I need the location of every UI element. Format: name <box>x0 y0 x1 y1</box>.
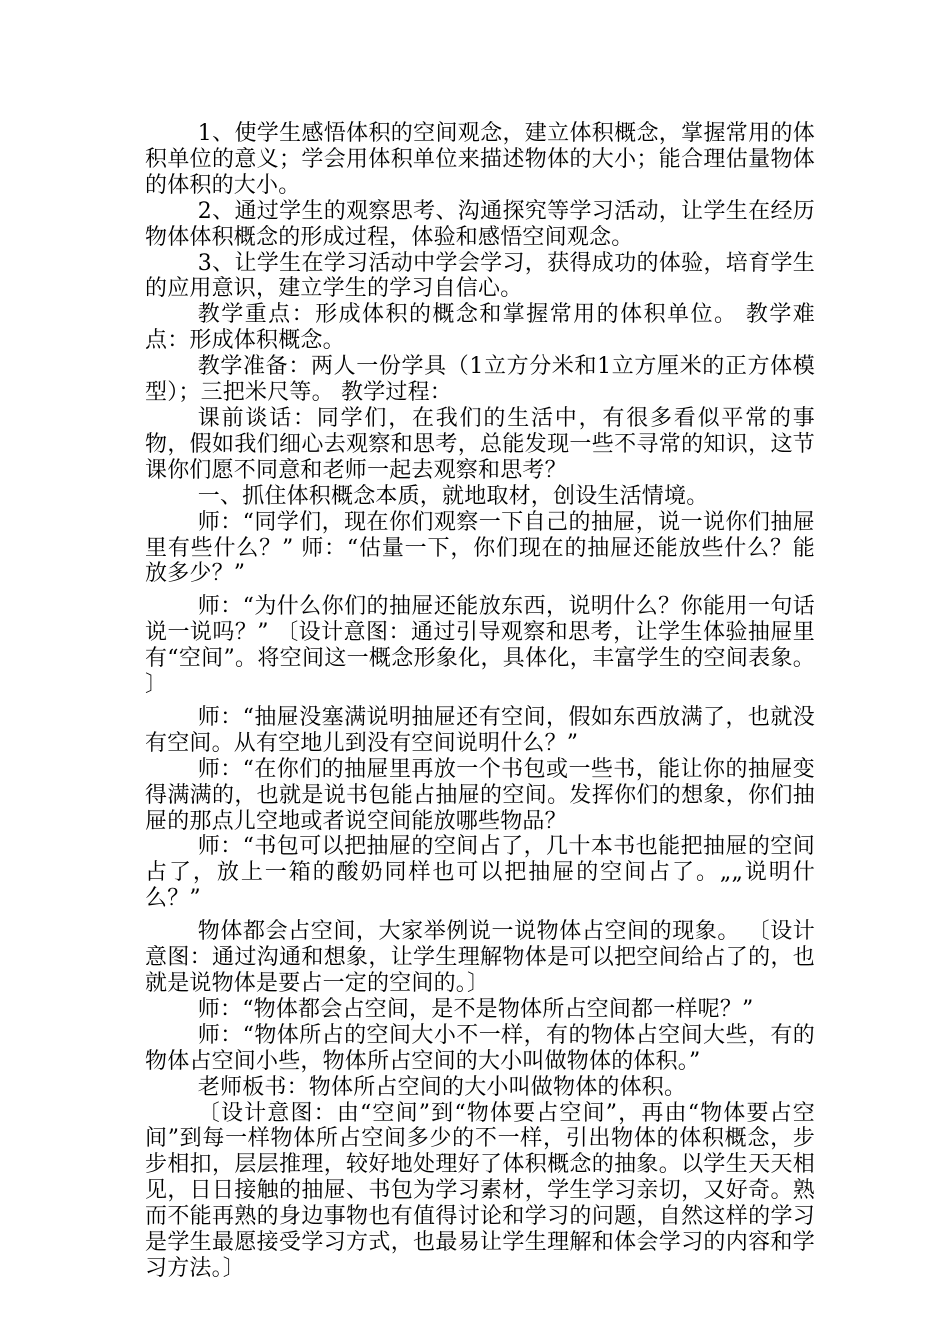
paragraph-pre-class-talk: 课前谈话：同学们，在我们的生活中，有很多看似平常的事物，假如我们细心去观察和思考，总能发现一些不寻常的知识，这节课你们愿不同意和老师一起去观察和思考？ <box>145 405 815 483</box>
paragraph-objective-1: 1、使学生感悟体积的空间观念，建立体积概念，掌握常用的体积单位的意义；学会用体积单位来描述物体的大小；能合理估量物体的体积的大小。 <box>145 121 815 198</box>
paragraph-objective-2: 2、通过学生的观察思考、沟通探究等学习活动，让学生在经历物体体积概念的形成过程，体验和感悟空间观念。 <box>145 198 815 250</box>
paragraph-objective-3: 3、让学生在学习活动中学会学习，获得成功的体验，培育学生的应用意识，建立学生的学习自信心。 <box>145 250 815 302</box>
paragraph-blackboard-note: 老师板书：物体所占空间的大小叫做物体的体积。 <box>197 1074 687 1100</box>
paragraph-teacher-same-space: 师：“物体都会占空间，是不是物体所占空间都一样呢？” <box>197 996 754 1022</box>
paragraph-key-points: 教学重点：形成体积的概念和掌握常用的体积单位。 教学难点：形成体积概念。 <box>145 302 815 354</box>
paragraph-teacher-space-full: 师：“抽屉没塞满说明抽屉还有空间，假如东西放满了，也就没有空间。从有空地儿到没有空间说明什么？” <box>145 704 815 756</box>
paragraph-section-heading: 一、抓住体积概念本质，就地取材，创设生活情境。 <box>197 483 709 509</box>
paragraph-design-intent: 〔设计意图：由“空间”到“物体要占空间”，再由“物体要占空间”到每一样物体所占空间多少的不一样，引出物体的体积概念，步步相扣，层层推理，较好地处理好了体积概念的抽象。以学生天天相见，日日接触的抽屉、书包为学习素材，学生学习亲切，又好奇。熟而不能再熟的身边事物也有值得讨论和学习的问题，自然这样的学习是学生最愿接受学习方式，也最易让学生理解和体会学习的内容和学习方法。〕 <box>145 1100 815 1281</box>
paragraph-teacher-why-question: 师：“为什么你们的抽屉还能放东西，说明什么？你能用一句话说一说吗？” 〔设计意图：通过引导观察和思考，让学生体验抽屉里有“空间”。将空间这一概念形象化，具体化，丰富学生的空间表象。 〕 <box>145 594 815 698</box>
document-page <box>145 121 815 1282</box>
paragraph-preparation: 教学准备：两人一份学具（1立方分米和1立方厘米的正方体模型）；三把米尺等。 教学过程： <box>145 354 815 406</box>
paragraph-teacher-volume-definition: 师：“物体所占的空间大小不一样，有的物体占空间大些，有的物体占空间小些，物体所占空间的大小叫做物体的体积。” <box>145 1022 815 1074</box>
paragraph-objects-occupy-space: 物体都会占空间，大家举例说一说物体占空间的现象。 〔设计意图：通过沟通和想象，让学生理解物体是可以把空间给占了的，也就是说物体是要占一定的空间的。〕 <box>145 919 815 996</box>
paragraph-teacher-backpack: 师：“在你们的抽屉里再放一个书包或一些书，能让你的抽屉变得满满的，也就是说书包能占抽屉的空间。发挥你们的想象，你们抽屉的那点儿空地或者说空间能放哪些物品？ <box>145 756 815 834</box>
paragraph-teacher-drawer-question: 师：“同学们，现在你们观察一下自己的抽屉，说一说你们抽屉里有些什么？” 师：“估量一下，你们现在的抽屉还能放些什么？能放多少？” <box>145 509 815 587</box>
paragraph-teacher-books: 师：“书包可以把抽屉的空间占了，几十本书也能把抽屉的空间占了，放上一箱的酸奶同样也可以把抽屉的空间占了。„„说明什么？” <box>145 834 815 912</box>
